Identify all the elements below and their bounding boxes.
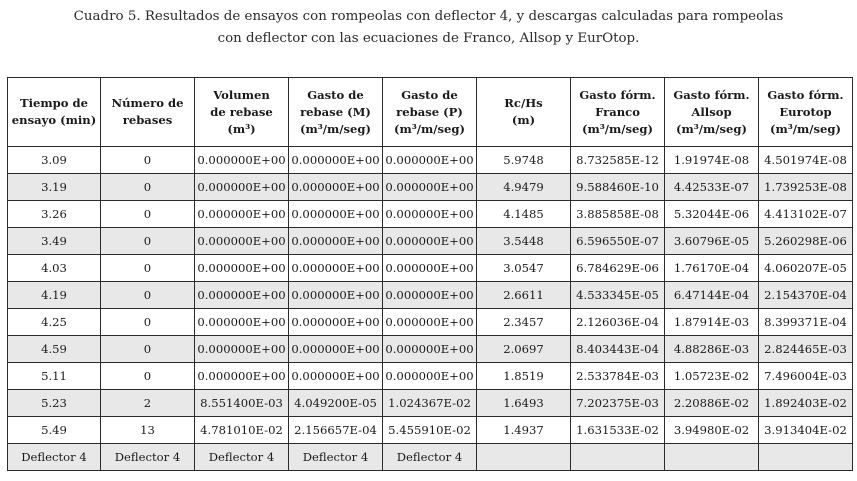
table-cell: 3.60796E-05 xyxy=(665,228,759,255)
column-header xyxy=(383,78,477,147)
table-cell: 2.154370E-04 xyxy=(759,282,853,309)
table-cell: 0 xyxy=(101,174,195,201)
table-cell: 3.885858E-08 xyxy=(571,201,665,228)
table-cell: 4.19 xyxy=(8,282,101,309)
table-cell: 0 xyxy=(101,282,195,309)
table-cell: 2 xyxy=(101,390,195,417)
table-cell: 0.000000E+00 xyxy=(195,309,289,336)
table-cell: 3.09 xyxy=(8,147,101,174)
table-row xyxy=(8,174,853,201)
column-header xyxy=(8,78,101,147)
table-cell xyxy=(571,444,665,471)
table-cell: 1.91974E-08 xyxy=(665,147,759,174)
caption-line-1: Cuadro 5. Resultados de ensayos con rompeolas con deflector 4, y descargas calculadas para rompeolas xyxy=(73,9,784,24)
table-cell: 8.399371E-04 xyxy=(759,309,853,336)
table-cell: 2.20886E-02 xyxy=(665,390,759,417)
column-header-line: Franco xyxy=(595,104,640,119)
table-cell: 3.913404E-02 xyxy=(759,417,853,444)
table-cell: 8.551400E-03 xyxy=(195,390,289,417)
column-header xyxy=(759,78,853,147)
table-cell: 0.000000E+00 xyxy=(289,309,383,336)
column-header xyxy=(289,78,383,147)
table-cell: Deflector 4 xyxy=(8,444,101,471)
column-header-line: Rc/Hs xyxy=(504,96,543,110)
table-cell: 0 xyxy=(101,201,195,228)
table-cell: 0.000000E+00 xyxy=(383,363,477,390)
table-cell: 0.000000E+00 xyxy=(195,336,289,363)
table-cell: 1.6493 xyxy=(477,390,571,417)
table-row xyxy=(8,228,853,255)
table-cell: 5.11 xyxy=(8,363,101,390)
table-cell: 4.781010E-02 xyxy=(195,417,289,444)
column-header-line: (m³/m/seg) xyxy=(581,121,654,136)
table-cell: 0 xyxy=(101,228,195,255)
table-cell: 0.000000E+00 xyxy=(383,282,477,309)
table-cell: Deflector 4 xyxy=(101,444,195,471)
table-cell: 4.501974E-08 xyxy=(759,147,853,174)
column-header-line: (m³/m/seg) xyxy=(769,121,842,136)
table-cell: 0.000000E+00 xyxy=(289,174,383,201)
table-cell: 0.000000E+00 xyxy=(383,309,477,336)
table-cell: 2.533784E-03 xyxy=(571,363,665,390)
table-row xyxy=(8,336,853,363)
column-header-line: de rebase xyxy=(210,104,273,119)
column-header-line: (m³/m/seg) xyxy=(299,121,372,136)
table-cell xyxy=(477,444,571,471)
table-cell: 0 xyxy=(101,147,195,174)
column-header-line: rebases xyxy=(122,113,173,127)
column-header-line: Tiempo de xyxy=(19,96,89,110)
table-cell: 1.76170E-04 xyxy=(665,255,759,282)
table-cell: 0.000000E+00 xyxy=(195,201,289,228)
table-cell xyxy=(759,444,853,471)
table-cell: 7.202375E-03 xyxy=(571,390,665,417)
table-cell: Deflector 4 xyxy=(289,444,383,471)
caption-line-2: con deflector con las ecuaciones de Franco, Allsop y EurOtop. xyxy=(217,31,640,46)
column-header xyxy=(101,78,195,147)
table-cell: 0.000000E+00 xyxy=(289,228,383,255)
table-row xyxy=(8,444,853,471)
table-cell: 3.19 xyxy=(8,174,101,201)
table-cell: 0.000000E+00 xyxy=(195,147,289,174)
table-cell: 2.3457 xyxy=(477,309,571,336)
table-cell: 8.732585E-12 xyxy=(571,147,665,174)
table-cell: 6.596550E-07 xyxy=(571,228,665,255)
table-cell: 0.000000E+00 xyxy=(195,228,289,255)
table-cell: 4.25 xyxy=(8,309,101,336)
table-cell: 0.000000E+00 xyxy=(383,147,477,174)
table-cell: 0.000000E+00 xyxy=(289,336,383,363)
table-cell: 13 xyxy=(101,417,195,444)
table-cell: 4.9479 xyxy=(477,174,571,201)
table-cell: 1.024367E-02 xyxy=(383,390,477,417)
column-header-line: Eurotop xyxy=(779,104,832,119)
table-cell: 5.260298E-06 xyxy=(759,228,853,255)
table-cell: 3.5448 xyxy=(477,228,571,255)
table-cell: 1.892403E-02 xyxy=(759,390,853,417)
table-cell: 0.000000E+00 xyxy=(383,201,477,228)
table-row xyxy=(8,363,853,390)
table-cell: 0.000000E+00 xyxy=(195,174,289,201)
header-row xyxy=(8,78,853,147)
table-cell: 4.42533E-07 xyxy=(665,174,759,201)
table-cell: 4.03 xyxy=(8,255,101,282)
column-header-line: Volumen xyxy=(213,87,270,102)
table-cell: 5.9748 xyxy=(477,147,571,174)
table-cell: 5.49 xyxy=(8,417,101,444)
column-header-line: rebase (P) xyxy=(396,104,463,119)
table-row xyxy=(8,417,853,444)
table-cell: 0.000000E+00 xyxy=(289,147,383,174)
table-cell: 2.126036E-04 xyxy=(571,309,665,336)
column-header-line: (m³/m/seg) xyxy=(675,121,748,136)
table-cell: 3.26 xyxy=(8,201,101,228)
table-cell: 3.94980E-02 xyxy=(665,417,759,444)
column-header xyxy=(571,78,665,147)
table-cell: 2.6611 xyxy=(477,282,571,309)
table-row xyxy=(8,282,853,309)
table-cell: 0.000000E+00 xyxy=(383,336,477,363)
column-header-line: Gasto fórm. xyxy=(579,87,656,102)
table-cell: 0 xyxy=(101,309,195,336)
table-body xyxy=(8,147,853,471)
table-cell: 5.32044E-06 xyxy=(665,201,759,228)
column-header-line: Número de xyxy=(111,96,184,110)
table-cell: 4.049200E-05 xyxy=(289,390,383,417)
table-row xyxy=(8,309,853,336)
results-table xyxy=(7,77,853,471)
table-cell: 0.000000E+00 xyxy=(383,255,477,282)
column-header xyxy=(195,78,289,147)
column-header-line: (m³/m/seg) xyxy=(393,121,466,136)
table-cell: 2.0697 xyxy=(477,336,571,363)
table-cell: 0.000000E+00 xyxy=(289,282,383,309)
table-cell: 5.23 xyxy=(8,390,101,417)
table-cell: 4.413102E-07 xyxy=(759,201,853,228)
table-cell: 1.4937 xyxy=(477,417,571,444)
table-cell: 1.739253E-08 xyxy=(759,174,853,201)
column-header-line: Gasto fórm. xyxy=(673,87,750,102)
table-cell: 0 xyxy=(101,255,195,282)
table-cell: 4.1485 xyxy=(477,201,571,228)
table-row xyxy=(8,147,853,174)
table-cell: 5.455910E-02 xyxy=(383,417,477,444)
table-cell: 4.060207E-05 xyxy=(759,255,853,282)
table-row xyxy=(8,255,853,282)
table-cell: 6.784629E-06 xyxy=(571,255,665,282)
column-header-line: Gasto de xyxy=(401,87,458,102)
table-cell: 0.000000E+00 xyxy=(289,255,383,282)
table-cell: 1.87914E-03 xyxy=(665,309,759,336)
table-caption xyxy=(0,6,857,50)
table-cell: 4.59 xyxy=(8,336,101,363)
table-cell: Deflector 4 xyxy=(383,444,477,471)
table-cell: 3.49 xyxy=(8,228,101,255)
table-cell: 0.000000E+00 xyxy=(289,363,383,390)
table-cell: 1.8519 xyxy=(477,363,571,390)
column-header xyxy=(477,78,571,147)
table-cell: 0.000000E+00 xyxy=(195,282,289,309)
table-cell: 2.824465E-03 xyxy=(759,336,853,363)
table-cell: 0.000000E+00 xyxy=(289,201,383,228)
table-cell: 2.156657E-04 xyxy=(289,417,383,444)
table-cell: 9.588460E-10 xyxy=(571,174,665,201)
table-cell: 6.47144E-04 xyxy=(665,282,759,309)
table-cell: 7.496004E-03 xyxy=(759,363,853,390)
column-header xyxy=(665,78,759,147)
column-header-line: (m³) xyxy=(227,121,256,136)
table-cell: 0.000000E+00 xyxy=(195,363,289,390)
table-row xyxy=(8,390,853,417)
table-cell: 1.631533E-02 xyxy=(571,417,665,444)
table-cell: 0.000000E+00 xyxy=(383,174,477,201)
table-row xyxy=(8,201,853,228)
table-cell: 4.88286E-03 xyxy=(665,336,759,363)
table-cell: 4.533345E-05 xyxy=(571,282,665,309)
table-cell: 0.000000E+00 xyxy=(195,255,289,282)
column-header-line: Allsop xyxy=(691,104,732,119)
column-header-line: rebase (M) xyxy=(300,104,371,119)
table-cell: 0 xyxy=(101,336,195,363)
column-header-line: Gasto fórm. xyxy=(767,87,844,102)
column-header-line: ensayo (min) xyxy=(11,113,97,127)
table-cell: 0.000000E+00 xyxy=(383,228,477,255)
column-header-line: Gasto de xyxy=(307,87,364,102)
table-cell: 1.05723E-02 xyxy=(665,363,759,390)
table-cell: 3.0547 xyxy=(477,255,571,282)
table-cell: Deflector 4 xyxy=(195,444,289,471)
table-cell xyxy=(665,444,759,471)
table-cell: 0 xyxy=(101,363,195,390)
table-cell: 8.403443E-04 xyxy=(571,336,665,363)
column-header-line: (m) xyxy=(511,113,536,127)
